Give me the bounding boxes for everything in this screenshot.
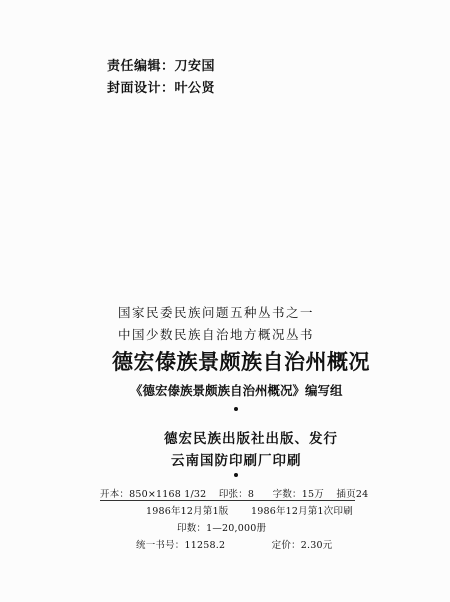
- format-value: 850×1168 1/32: [129, 489, 207, 500]
- print-run-label: 印数：: [177, 523, 207, 534]
- series-line-1: 国家民委民族问题五种丛书之一: [118, 305, 315, 320]
- publisher-line: 德宏民族出版社出版、发行: [164, 431, 338, 447]
- words-value: 15万: [301, 489, 324, 500]
- print-run-line: [177, 520, 266, 534]
- cover-design-label: 封面设计：: [107, 81, 175, 96]
- editor-label: 责任编辑：: [107, 59, 175, 74]
- price-label: 定价：: [271, 540, 301, 551]
- printing: 1986年12月第1次印刷: [250, 506, 353, 517]
- format-label: 开本：: [100, 489, 130, 500]
- separator-dot-2: [234, 473, 238, 477]
- price-value: 2.30元: [300, 540, 333, 551]
- cover-design-credit: [107, 77, 215, 96]
- edition-line: [146, 503, 353, 517]
- format-line: [100, 486, 368, 500]
- plates-value: 24: [355, 489, 369, 500]
- isbn-price-line: [136, 537, 332, 551]
- isbn-label: 统一书号：: [136, 540, 185, 551]
- separator-dot: [234, 407, 238, 411]
- words-label: 字数：: [272, 489, 302, 500]
- plates-label: 插页: [336, 489, 356, 500]
- editor-credit: [107, 55, 215, 74]
- sheets-value: 8: [247, 489, 255, 500]
- printer-line: 云南国防印刷厂印刷: [171, 453, 302, 469]
- edition: 1986年12月第1版: [146, 506, 229, 517]
- book-title: 德宏傣族景颇族自治州概况: [112, 350, 370, 374]
- cover-designer-name: 叶公贤: [174, 81, 216, 96]
- series-line-2: 中国少数民族自治地方概况丛书: [118, 327, 315, 342]
- isbn-value: 11258.2: [184, 540, 226, 551]
- compiler-credit: 《德宏傣族景颇族自治州概况》编写组: [130, 383, 343, 398]
- print-run-value: 1—20,000册: [206, 523, 267, 534]
- editor-name: 刀安国: [174, 59, 216, 74]
- colophon-rule: [100, 500, 355, 501]
- sheets-label: 印张：: [218, 489, 248, 500]
